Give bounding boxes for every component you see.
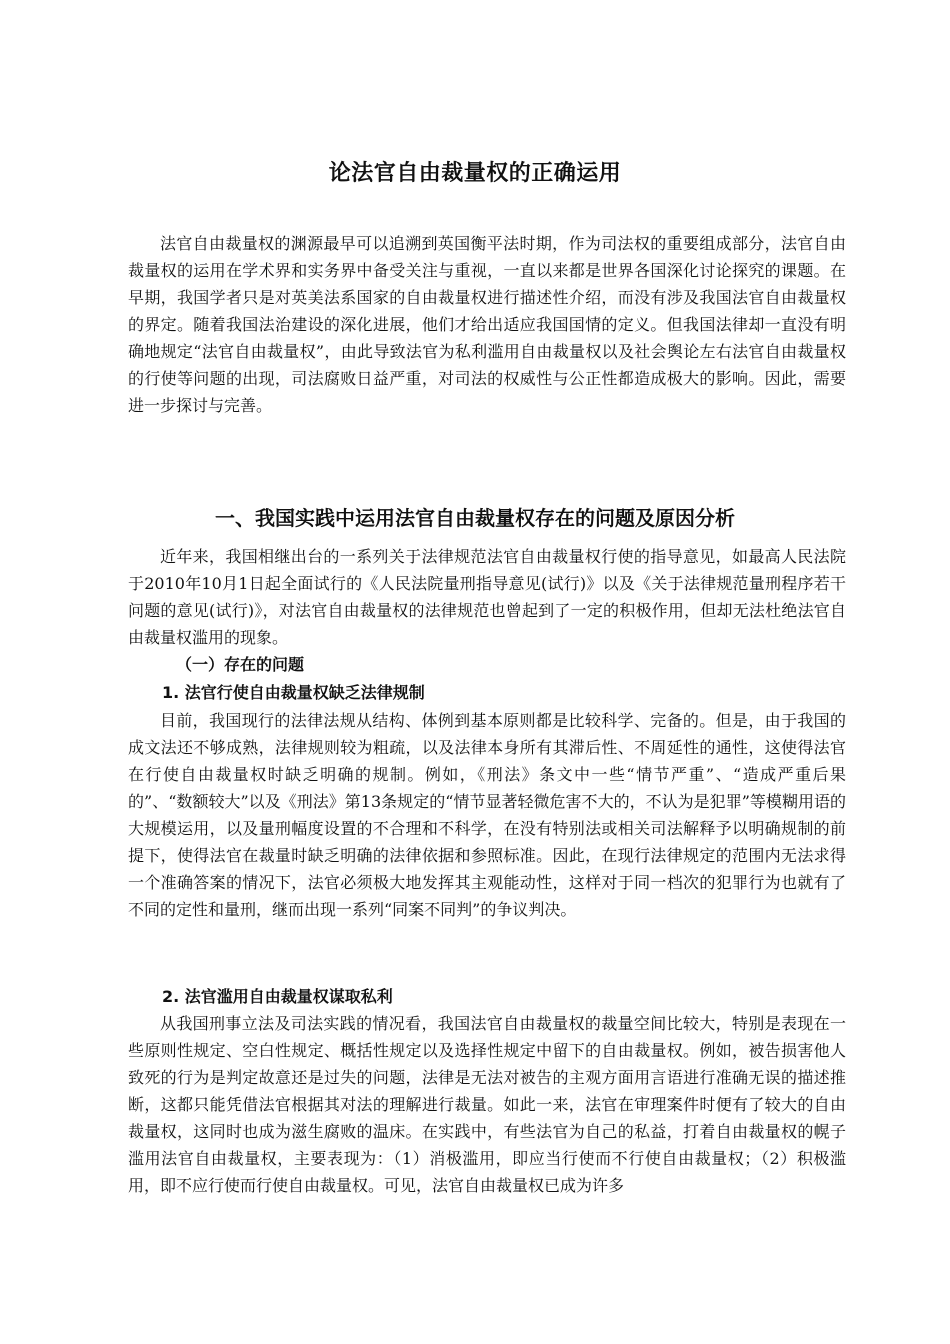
subsection-heading: （一）存在的问题: [176, 655, 305, 674]
item-heading: 2. 法官滥用自由裁量权谋取私利: [162, 987, 393, 1006]
intro-paragraph: 法官自由裁量权的渊源最早可以追溯到英国衡平法时期，作为司法权的重要组成部分，法官自由裁量权的运用在学术界和实务界中备受关注与重视，一直以来都是世界各国深化讨论探究的课题。在早期，我国学者只是对英美法系国家的自由裁量权进行描述性介绍，而没有涉及我国法官自由裁量权的界定。随着我国法治建设的深化进展，他们才给出适应我国国情的定义。但我国法律却一直没有明确地规定“法官自由裁量权”，由此导致法官为私利滥用自由裁量权以及社会舆论左右法官自由裁量权的行使等问题的出现，司法腐败日益严重，对司法的权威性与公正性都造成极大的影响。因此，需要进一步探讨与完善。: [128, 234, 846, 415]
section-heading: 一、我国实践中运用法官自由裁量权存在的问题及原因分析: [215, 506, 735, 530]
item-heading: 1. 法官行使自由裁量权缺乏法律规制: [162, 683, 425, 702]
section-paragraph: 近年来，我国相继出台的一系列关于法律规范法官自由裁量权行使的指导意见，如最高人民法院于2010年10月1日起全面试行的《人民法院量刑指导意见(试行)》以及《关于法律规范量刑程序若干问题的意见(试行)》，对法官自由裁量权的法律规范也曾起到了一定的积极作用，但却无法杜绝法官自由裁量权滥用的现象。: [128, 547, 846, 647]
document-title: 论法官自由裁量权的正确运用: [328, 161, 622, 186]
item-paragraph: 从我国刑事立法及司法实践的情况看，我国法官自由裁量权的裁量空间比较大，特别是表现在一些原则性规定、空白性规定、概括性规定以及选择性规定中留下的自由裁量权。例如，被告损害他人致死的行为是判定故意还是过失的问题，法律是无法对被告的主观方面用言语进行准确无误的描述推断，这都只能凭借法官根据其对法的理解进行裁量。如此一来，法官在审理案件时便有了较大的自由裁量权，这同时也成为滋生腐败的温床。在实践中，有些法官为自己的私益，打着自由裁量权的幌子滥用法官自由裁量权，主要表现为：（1）消极滥用，即应当行使而不行使自由裁量权；（2）积极滥用，即不应行使而行使自由裁量权。可见，法官自由裁量权已成为许多: [128, 1014, 846, 1195]
item-paragraph: 目前，我国现行的法律法规从结构、体例到基本原则都是比较科学、完备的。但是，由于我国的成文法还不够成熟，法律规则较为粗疏，以及法律本身所有其滞后性、不周延性的通性，这使得法官在行使自由裁量权时缺乏明确的规制。例如，《刑法》条文中一些“情节严重”、“造成严重后果的”、“数额较大”以及《刑法》第13条规定的“情节显著轻微危害不大的，不认为是犯罪”等模糊用语的大规模运用，以及量刑幅度设置的不合理和不科学，在没有特别法或相关司法解释予以明确规制的前提下，使得法官在裁量时缺乏明确的法律依据和参照标准。因此，在现行法律规定的范围内无法求得一个准确答案的情况下，法官必须极大地发挥其主观能动性，这样对于同一档次的犯罪行为也就有了不同的定性和量刑，继而出现一系列“同案不同判”的争议判决。: [128, 711, 846, 919]
